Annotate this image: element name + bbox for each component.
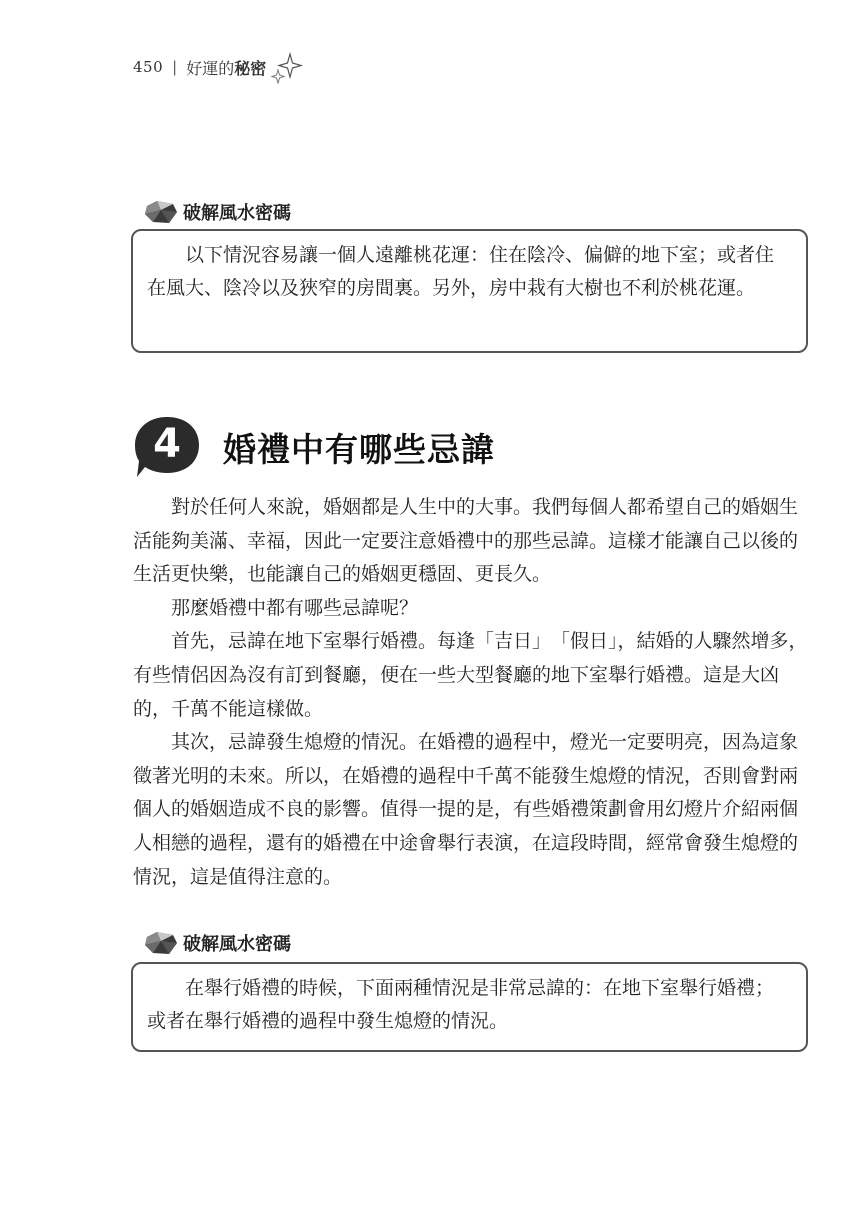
paragraph: 其次，忌諱發生熄燈的情況。在婚禮的過程中，燈光一定要明亮，因為這象徵著光明的未來。所以，在婚禮的過程中千萬不能發生熄燈的情況，否則會對兩個人的婚姻造成不良的影響。值得一提的是，有些婚禮策劃會用幻燈片介紹兩個人相戀的過程，還有的婚禮在中途會舉行表演，在這段時間，經常會發生熄燈的情況，這是值得注意的。: [133, 731, 799, 888]
tip-box-1: [131, 229, 808, 353]
page-number: 450: [133, 58, 164, 76]
paragraph: 對於任何人來說，婚姻都是人生中的大事。我們每個人都希望自己的婚姻生活能夠美滿、幸福，因此一定要注意婚禮中的那些忌諱。這樣才能讓自己以後的生活更快樂，也能讓自己的婚姻更穩固、更長久。: [133, 496, 799, 586]
tip-heading-2: [143, 929, 291, 957]
tip-text: 在舉行婚禮的時候，下面兩種情況是非常忌諱的：在地下室舉行婚禮；或者在舉行婚禮的過程中發生熄燈的情況。: [147, 977, 775, 1032]
tip-heading-1: [143, 198, 291, 226]
header-separator: |: [172, 58, 178, 76]
paragraph: 首先，忌諱在地下室舉行婚禮。每逢「吉日」 「假日」，結婚的人驟然增多，有些情侶因為沒有訂到餐廳，便在一些大型餐廳的地下室舉行婚禮。這是大凶的，千萬不能這樣做。: [133, 630, 808, 720]
tip-box-2: [131, 962, 808, 1052]
paragraph: 那麼婚禮中都有哪些忌諱呢？: [171, 596, 419, 619]
section-heading: [133, 415, 495, 479]
section-number: 4: [153, 421, 181, 467]
tip-heading-label: 破解風水密碼: [183, 934, 291, 955]
tip-heading-label: 破解風水密碼: [183, 203, 291, 224]
book-title-prefix: 好運的: [186, 58, 235, 78]
running-header: [133, 52, 308, 82]
gem-icon: [143, 929, 179, 957]
book-title: [186, 56, 266, 79]
sparkle-icon: [268, 52, 308, 82]
body-text: [133, 491, 813, 894]
section-title: 婚禮中有哪些忌諱: [223, 429, 495, 469]
section-number-badge: [133, 415, 201, 479]
book-title-bold: 秘密: [234, 58, 267, 78]
gem-icon: [143, 198, 179, 226]
tip-text: 以下情況容易讓一個人遠離桃花運：住在陰冷、偏僻的地下室；或者住在風大、陰冷以及狹窄的房間裏。另外，房中栽有大樹也不利於桃花運。: [147, 244, 775, 299]
